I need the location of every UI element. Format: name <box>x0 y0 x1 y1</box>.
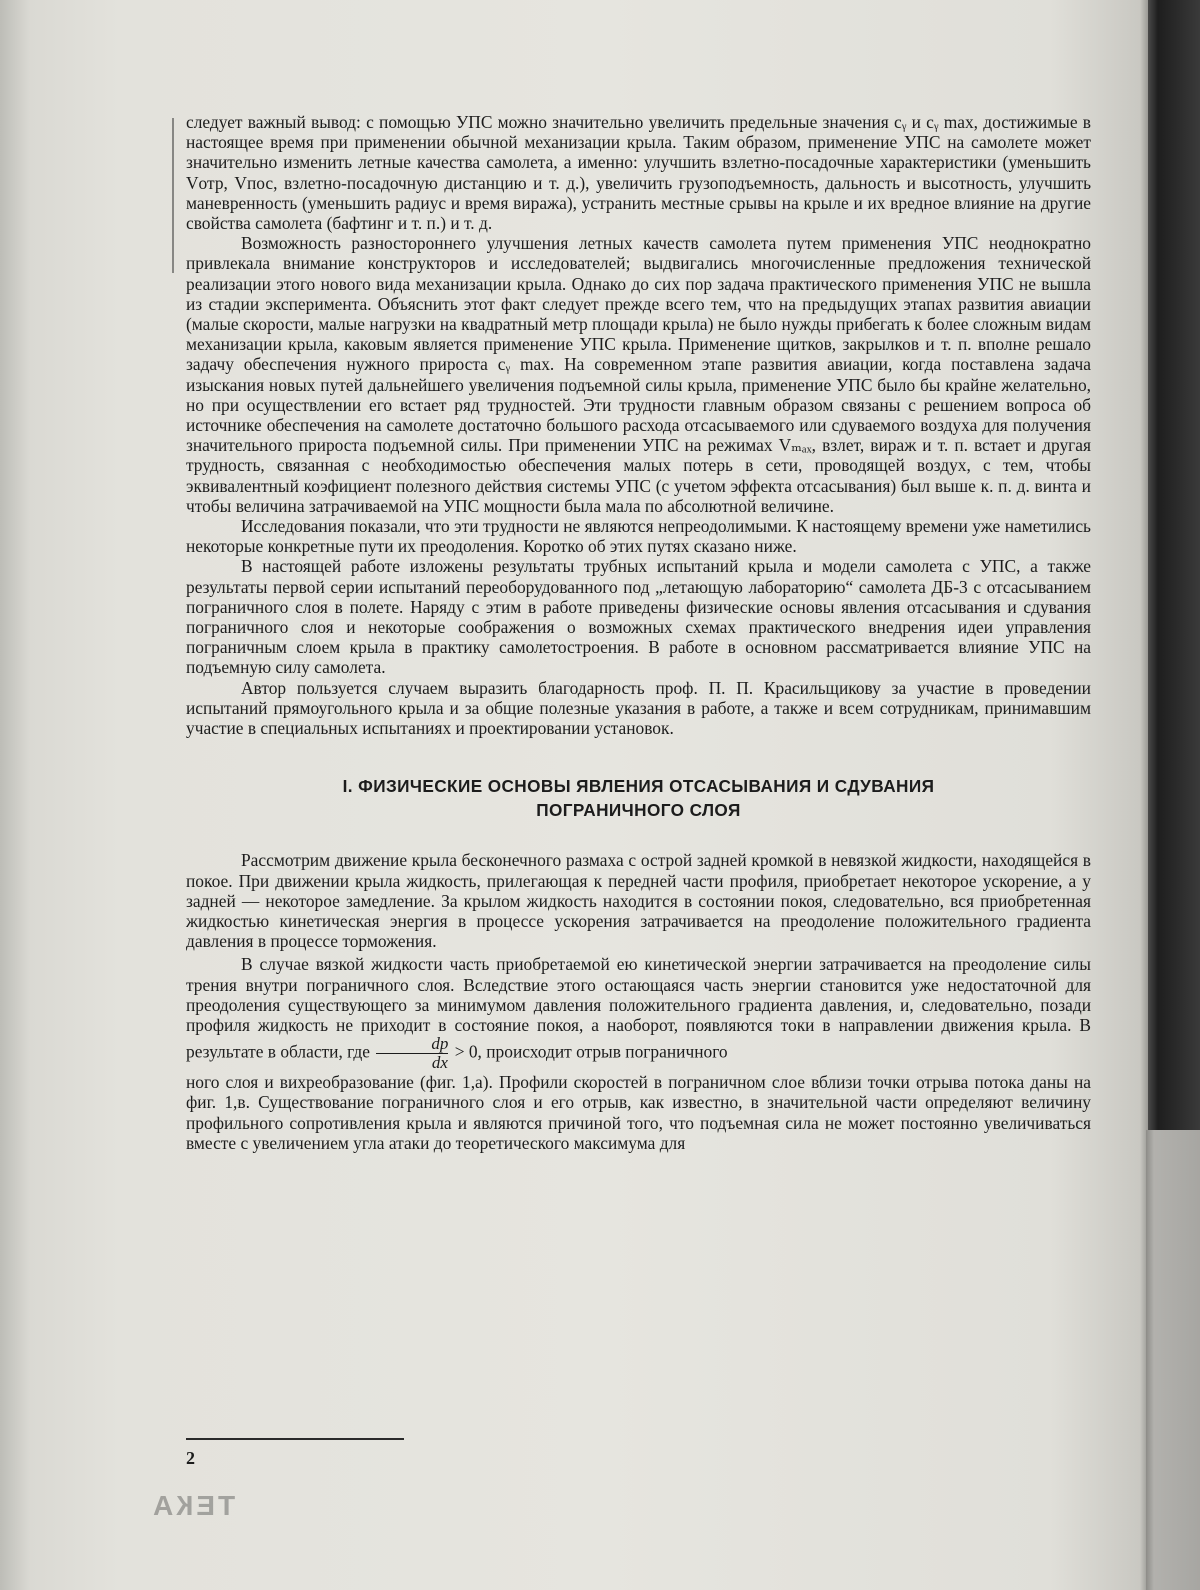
paragraph-possibilities: Возможность разностороннего улучшения летных качеств самолета путем применения УПС неоднократно привлекала внимание конструкторов и исследователей; выдвигались многочисленные предложения технической реализации этого нового вида механизации крыла. Однако до сих пор задача практического применения УПС не вышла из стадии эксперимента. Объяснить этот факт следует прежде всего тем, что на предыдущих этапах развития авиации (малые скорости, малые нагрузки на квадратный метр площади крыла) не было нужды прибегать к более сложным видам механизации крыла, каковым является применение УПС крыла. Применение щитков, закрылков и т. п. вполне решало задачу обеспечения нужного прироста cᵧ max. На современном этапе развития авиации, когда поставлена задача изыскания новых путей дальнейшего увеличения подъемной силы крыла, применение УПС было бы крайне желательно, но при осуществлении его встает ряд трудностей. Эти трудности главным образом связаны с решением вопроса об источнике обеспечения на самолете достаточно большого расхода отсасываемого или сдуваемого воздуха для получения значительного прироста подъемной силы. При применении УПС на режимах Vₘₐₓ, взлет, вираж и т. п. встает и другая трудность, связанная с необходимостью обеспечения малых потерь в сети, проводящей воздух, с тем, чтобы эквивалентный коэфициент полезного действия системы УПС (с учетом эффекта отсасывания) был выше к. п. д. винта и чтобы величина затрачиваемой на УПС мощности была мала по абсолютной величине. <box>186 233 1091 516</box>
underlying-page-edge <box>1146 1130 1200 1590</box>
section-heading-line-2: ПОГРАНИЧНОГО СЛОЯ <box>536 800 741 821</box>
paragraph-research: Исследования показали, что эти трудности не являются непреодолимыми. К настоящему времени уже наметились некоторые конкретные пути их преодоления. Коротко об этих путях сказано ниже. <box>186 516 1091 557</box>
page-number: 2 <box>186 1448 195 1468</box>
formula-denominator: dx <box>431 1053 448 1073</box>
formula-condition-text: > 0, происходит отрыв пограничного <box>454 1041 728 1062</box>
paragraph-acknowledgement: Автор пользуется случаем выразить благодарность проф. П. П. Красильщикову за участие в проведении испытаний прямоугольного крыла и за общие полезные указания в работе, а также и всем сотрудникам, принимавшим участие в специальных испытаниях и проектировании установок. <box>186 677 1091 739</box>
footnote-rule <box>186 1438 404 1440</box>
paragraph-viscous-fluid-text: В случае вязкой жидкости часть приобретаемой ею кинетической энергии затрачивается на преодоление силы трения внутри пограничного слоя. Вследствие этого остающаяся часть энергии становится уже недостаточной для преодоления существующего за минимумом давления положительного градиента давления, и, следовательно, позади профиля жидкость не приходит в состояние покоя, а наоборот, появляются токи в направлении движения крыла. В результате в области, где <box>186 954 1091 1062</box>
paragraph-intro-conclusion: следует важный вывод: с помощью УПС можно значительно увеличить предельные значения cᵧ и cᵧ max, достижимые в настоящее время при применении обычной механизации крыла. Таким образом, применение УПС на самолете может значительно изменить летные качества самолета, а именно: улучшить взлетно-посадочные характеристики (уменьшить Vотр, Vпос, взлетно-посадочную дистанцию и т. д.), увеличить грузоподъемность, дальность и высотность, улучшить маневренность (уменьшить радиус и время виража), устранить местные срывы на крыле и их вредное влияние на другие свойства самолета (бафтинг и т. п.) и т. д. <box>186 112 1091 234</box>
pressure-gradient-formula <box>376 1035 448 1072</box>
library-stamp: ТЕКА <box>150 1490 236 1521</box>
paragraph-viscous-fluid <box>186 954 1091 1072</box>
paragraph-separation: ного слоя и вихреобразование (фиг. 1,а). Профили скоростей в пограничном слое вблизи точки отрыва потока даны на фиг. 1,в. Существование пограничного слоя и его отрыв, как известно, в значительной части определяют величину профильного сопротивления крыла и являются причиной того, что подъемная сила не может постоянно увеличиваться вместе с увеличением угла атаки до теоретического максимума для <box>186 1072 1091 1153</box>
paragraph-inviscid-fluid: Рассмотрим движение крыла бесконечного размаха с острой задней кромкой в невязкой жидкости, находящейся в покое. При движении крыла жидкость, прилегающая к передней части профиля, приобретает некоторое ускорение, а у задней — некоторое замедление. За крылом жидкость находится в состоянии покоя, следовательно, вся приобретенная жидкостью кинетическая энергия в процессе ускорения затрачивается на преодоление положительного градиента давления в процессе торможения. <box>186 850 1091 952</box>
formula-numerator: dp <box>376 1035 448 1054</box>
page-content <box>186 112 1091 1153</box>
section-heading <box>186 774 1091 822</box>
pencil-margin-mark <box>172 118 174 273</box>
paragraph-present-work: В настоящей работе изложены результаты трубных испытаний крыла и модели самолета с УПС, а также результаты первой серии испытаний переоборудованного под „летающую лабораторию“ самолета ДБ-3 с отсасыванием пограничного слоя в полете. Наряду с этим в работе приведены физические основы явления отсасывания и сдувания пограничного слоя и некоторые соображения о возможных схемах практического внедрения идеи управления пограничным слоем крыла в практику самолетостроения. В работе в основном рассматривается влияние УПС на подъемную силу самолета. <box>186 556 1091 678</box>
section-heading-line-1: I. ФИЗИЧЕСКИЕ ОСНОВЫ ЯВЛЕНИЯ ОТСАСЫВАНИЯ И СДУВАНИЯ <box>342 776 935 797</box>
